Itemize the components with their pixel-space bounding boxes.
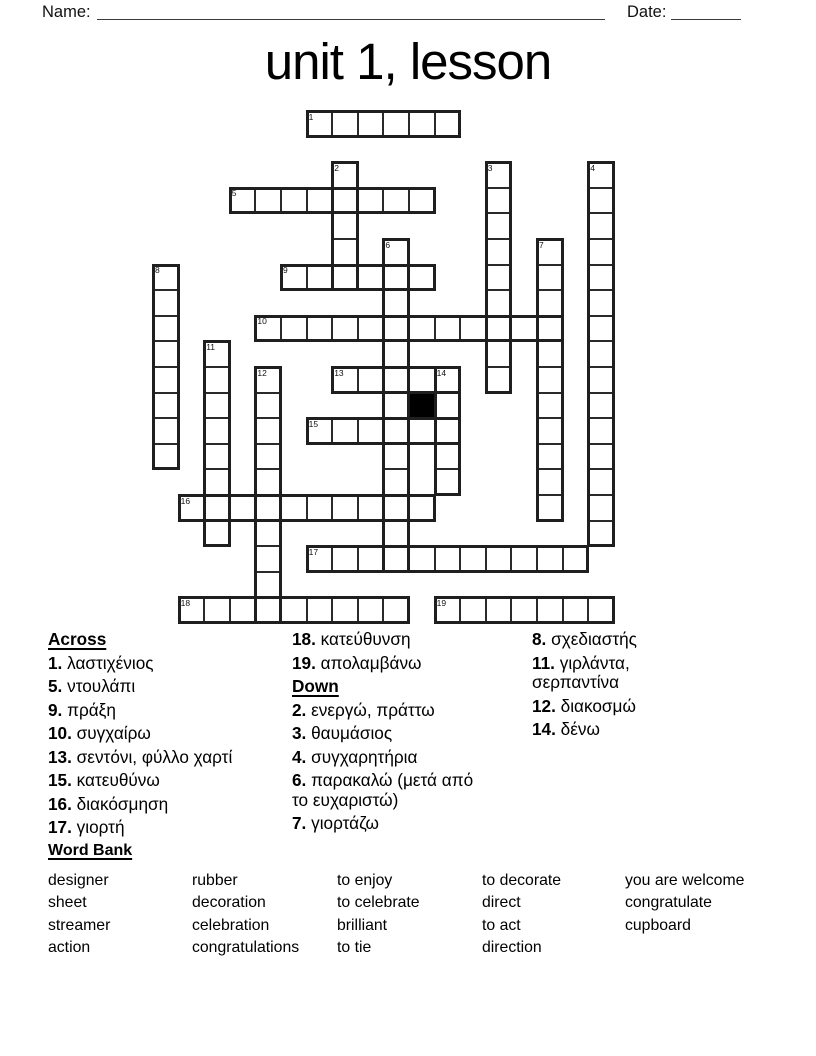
cell-number: 10 [257,316,267,327]
grid-cell[interactable] [587,443,615,471]
grid-cell[interactable] [152,289,180,317]
cell-number: 15 [308,418,319,429]
grid-cell[interactable] [331,161,359,189]
grid-cell[interactable] [254,520,282,548]
cell-number: 9 [283,265,288,276]
grid-cell[interactable] [306,596,334,624]
grid-cell[interactable] [408,264,436,292]
word-bank [48,842,788,960]
grid-cell[interactable] [331,494,359,522]
clue-text: δένω [560,719,600,739]
clue-number: 19. [292,652,321,673]
grid-cell[interactable] [280,315,308,343]
grid-cell[interactable] [408,187,436,215]
grid-cell[interactable] [485,366,513,394]
clue-text: θαυμάσιος [311,723,393,743]
grid-cell[interactable] [536,468,564,496]
grid-cell[interactable] [434,468,462,496]
clue-item-across-17 [48,818,292,838]
grid-cell[interactable] [587,161,615,189]
grid-cell[interactable] [178,494,206,522]
grid-cell[interactable] [536,289,564,317]
grid-cell[interactable] [280,494,308,522]
grid-cell[interactable] [382,468,410,496]
clue-item-down-14 [532,720,684,740]
grid-cell[interactable] [587,340,615,368]
word-bank-heading: Word Bank [48,842,133,859]
clue-text: ντουλάπι [67,676,136,696]
clue-number: 9. [48,699,68,720]
clue-item-down-12 [532,697,684,717]
clue-item-down-8 [532,630,684,650]
grid-cell[interactable] [357,596,385,624]
grid-cell[interactable] [254,443,282,471]
clue-number: 7. [292,813,312,833]
grid-cell[interactable] [203,468,231,496]
grid-cell[interactable] [331,187,359,215]
grid-cell[interactable] [587,187,615,215]
clues-column-right [532,630,684,744]
grid-cell[interactable] [331,110,359,138]
grid-cell[interactable] [510,545,538,573]
grid-cell[interactable] [382,264,410,292]
grid-cell[interactable] [382,315,410,343]
word-bank-item: to decorate [482,872,562,889]
grid-cell[interactable] [382,417,410,445]
grid-cell[interactable] [357,110,385,138]
clue-item-across-5 [48,677,292,697]
word-bank-column-1 [48,870,192,960]
clue-text: πράξη [67,699,116,720]
grid-cell[interactable] [587,212,615,240]
grid-cell[interactable] [357,545,385,573]
grid-cell[interactable] [254,417,282,445]
grid-cell[interactable] [382,494,410,522]
grid-cell[interactable] [587,264,615,292]
word-bank-item: direction [482,939,542,957]
clue-number: 5. [48,676,68,696]
cell-number: 4 [590,162,595,173]
page-title: unit 1, lesson [264,33,552,90]
grid-cell[interactable] [203,596,231,624]
grid-cell[interactable] [382,340,410,368]
clue-text: παρακαλώ (μετά από το ευχαριστώ) [292,770,474,810]
grid-cell[interactable] [485,212,513,240]
grid-cell[interactable] [203,494,231,522]
cell-number: 6 [385,239,391,250]
clue-item-across-19 [292,654,492,674]
clue-text: ενεργώ, πράττω [311,699,435,720]
grid-cell[interactable] [408,110,436,138]
clue-item-down-7 [292,814,492,834]
clue-text: κατεύθυνση [320,629,411,649]
grid-cell[interactable] [229,187,257,215]
clue-text: συγχαίρω [76,723,151,743]
cell-number: 19 [436,597,447,608]
grid-cell[interactable] [331,238,359,266]
grid-cell[interactable] [382,392,410,420]
cell-number: 17 [308,546,319,557]
grid-cell[interactable] [485,289,513,317]
word-bank-item: celebration [192,916,270,934]
grid-cell[interactable] [408,315,436,343]
clue-item-across-1 [48,654,292,674]
grid-cell[interactable] [382,545,410,573]
grid-cell[interactable] [408,366,436,394]
grid-cell[interactable] [485,315,513,343]
grid-cell[interactable] [485,596,513,624]
clues-column-across [48,630,292,842]
clue-item-down-3 [292,724,492,744]
grid-cell[interactable] [434,596,462,624]
word-bank-item: congratulate [625,894,712,912]
clue-item-across-9 [48,701,292,721]
cell-number: 8 [155,265,160,276]
grid-cell[interactable] [254,468,282,496]
grid-cell[interactable] [357,417,385,445]
grid-cell[interactable] [536,340,564,368]
clue-item-across-15 [48,771,292,791]
grid-cell[interactable] [331,596,359,624]
grid-cell[interactable] [536,545,564,573]
grid-cell[interactable] [229,596,257,624]
grid-cell[interactable] [434,110,462,138]
name-label: Name: [42,3,91,21]
grid-cell[interactable] [536,366,564,394]
grid-cell[interactable] [536,264,564,292]
word-bank-item: direct [482,894,521,912]
word-bank-item: congratulations [192,939,300,957]
grid-cell[interactable] [229,494,257,522]
clue-text: διακόσμηση [76,793,169,814]
grid-cell[interactable] [382,289,410,317]
grid-cell[interactable] [254,366,282,394]
grid-cell[interactable] [485,187,513,215]
grid-cell[interactable] [587,238,615,266]
grid-cell[interactable] [254,315,282,343]
word-bank-item: to tie [337,939,372,957]
cell-number: 13 [334,367,344,378]
clue-text: κατευθύνω [76,770,160,790]
grid-cell[interactable] [587,366,615,394]
clue-item-down-6 [292,771,492,810]
word-bank-item: rubber [192,872,238,889]
grid-cell[interactable] [587,494,615,522]
grid-cell[interactable] [357,366,385,394]
clue-text: απολαμβάνω [320,652,422,673]
grid-cell[interactable] [382,596,410,624]
grid-cell[interactable] [306,545,334,573]
grid-cell[interactable] [434,545,462,573]
grid-cell[interactable] [254,545,282,573]
word-bank-column-3 [337,870,482,960]
grid-cell[interactable] [152,340,180,368]
grid-cell[interactable] [536,417,564,445]
grid-cell[interactable] [152,264,180,292]
grid-cell[interactable] [357,494,385,522]
grid-cell[interactable] [587,289,615,317]
clue-number: 6. [292,770,312,790]
grid-cell[interactable] [331,417,359,445]
grid-cell[interactable] [587,596,615,624]
cell-number: 16 [180,495,191,506]
cell-number: 7 [539,239,544,250]
cell-number: 5 [231,188,237,199]
grid-cell[interactable] [152,315,180,343]
clue-number: 14. [532,719,561,739]
grid-cell[interactable] [434,417,462,445]
clue-item-across-16 [48,795,292,815]
cell-number: 2 [334,162,339,173]
word-bank-item: brilliant [337,916,388,934]
cell-number: 14 [436,367,447,378]
grid-cell[interactable] [510,315,538,343]
grid-cell[interactable] [254,392,282,420]
grid-cell[interactable] [254,596,282,624]
grid-cell[interactable] [152,366,180,394]
grid-cell[interactable] [331,212,359,240]
grid-cell[interactable] [280,187,308,215]
clue-number: 1. [48,652,68,673]
grid-cell[interactable] [587,468,615,496]
grid-cell[interactable] [408,494,436,522]
grid-cell[interactable] [152,417,180,445]
clue-text: διακοσμώ [560,695,636,716]
clue-number: 3. [292,723,312,743]
grid-cell[interactable] [562,545,590,573]
grid-cell[interactable] [536,238,564,266]
cell-number: 1 [308,111,314,122]
grid-cell[interactable] [536,443,564,471]
clue-number: 11. [532,652,560,673]
clue-number: 17. [48,817,77,837]
cell-number: 18 [180,597,191,608]
word-bank-item: streamer [48,916,111,934]
word-bank-columns [48,870,788,960]
grid-cell[interactable] [254,187,282,215]
grid-cell[interactable] [587,315,615,343]
clue-item-across-13 [48,748,292,768]
clue-number: 4. [292,746,312,767]
clue-item-across-10 [48,724,292,744]
grid-cell[interactable] [434,315,462,343]
grid-cell[interactable] [306,187,334,215]
grid-cell[interactable] [203,520,231,548]
word-bank-item: cupboard [625,916,691,934]
clue-number: 2. [292,699,312,720]
grid-cell[interactable] [331,545,359,573]
word-bank-item: action [48,939,91,957]
cell-number: 12 [257,367,267,378]
clue-number: 10. [48,723,77,743]
grid-cell[interactable] [203,392,231,420]
word-bank-item: designer [48,872,109,889]
word-bank-column-2 [192,870,337,960]
grid-cell[interactable] [254,494,282,522]
clue-text: γιορτάζω [311,813,379,833]
clue-number: 13. [48,746,77,767]
word-bank-item: sheet [48,894,87,912]
word-bank-column-5 [625,870,788,960]
clue-item-down-11 [532,654,684,693]
grid-cell[interactable] [536,392,564,420]
grid-cell[interactable] [510,596,538,624]
grid-cell[interactable] [152,443,180,471]
grid-cell[interactable] [357,187,385,215]
grid-cell[interactable] [357,315,385,343]
grid-cell[interactable] [203,340,231,368]
grid-cell[interactable] [485,264,513,292]
grid-cell[interactable] [382,110,410,138]
grid-cell[interactable] [382,366,410,394]
grid-cell[interactable] [331,366,359,394]
grid-cell[interactable] [587,417,615,445]
grid-cell[interactable] [408,545,436,573]
clue-text: σχεδιαστής [551,629,637,649]
word-bank-item: to celebrate [337,894,420,912]
grid-cell[interactable] [408,417,436,445]
grid-cell[interactable] [587,520,615,548]
down-heading: Down [292,676,339,696]
grid-cell[interactable] [331,315,359,343]
grid-cell[interactable] [203,417,231,445]
grid-cell[interactable] [485,340,513,368]
grid-cell[interactable] [434,392,462,420]
word-bank-item: to enjoy [337,872,393,889]
grid-cell[interactable] [306,494,334,522]
clue-text: λαστιχένιος [67,652,154,673]
grid-cell[interactable] [382,443,410,471]
grid-cell[interactable] [280,596,308,624]
word-bank-item: you are welcome [625,872,745,889]
clue-number: 8. [532,629,552,649]
grid-cell[interactable] [485,238,513,266]
grid-cell[interactable] [306,110,334,138]
clue-item-across-18 [292,630,492,650]
grid-cell[interactable] [331,264,359,292]
clue-number: 18. [292,629,321,649]
grid-cell[interactable] [459,545,487,573]
grid-cell[interactable] [178,596,206,624]
grid-cell[interactable] [587,392,615,420]
grid-cell[interactable] [306,264,334,292]
grid-cell[interactable] [254,571,282,599]
grid-cell[interactable] [382,187,410,215]
grid-cell[interactable] [536,494,564,522]
date-label: Date: [627,3,667,21]
cell-number: 11 [206,341,216,352]
clue-number: 15. [48,770,77,790]
cell-number: 3 [487,162,493,173]
clue-text: σεντόνι, φύλλο χαρτί [76,746,233,767]
clue-number: 16. [48,793,77,814]
grid-cell[interactable] [306,417,334,445]
grid-cell[interactable] [485,161,513,189]
name-blank-line[interactable] [97,19,605,20]
grid-cell[interactable] [382,520,410,548]
grid-cell[interactable] [485,545,513,573]
grid-cell[interactable] [306,315,334,343]
word-bank-item: decoration [192,894,266,912]
grid-cell[interactable] [536,315,564,343]
clue-number: 12. [532,695,561,716]
clue-text: συγχαρητήρια [311,746,418,767]
grid-cell[interactable] [152,392,180,420]
grid-cell[interactable] [459,315,487,343]
across-heading: Across [48,629,107,649]
word-bank-item: to act [482,916,521,934]
grid-cell-black [408,392,436,420]
grid-cell[interactable] [459,596,487,624]
clue-item-down-2 [292,701,492,721]
clue-item-down-4 [292,748,492,768]
clue-text: γιρλάντα, σερπαντίνα [532,652,630,692]
clues-column-middle [292,630,492,838]
date-blank-line[interactable] [671,19,741,20]
grid-cell[interactable] [280,264,308,292]
grid-cell[interactable] [203,443,231,471]
word-bank-column-4 [482,870,625,960]
grid-cell[interactable] [434,443,462,471]
grid-cell[interactable] [434,366,462,394]
grid-cell[interactable] [357,264,385,292]
grid-cell[interactable] [382,238,410,266]
clue-text: γιορτή [76,817,125,837]
grid-cell[interactable] [203,366,231,394]
grid-cell[interactable] [562,596,590,624]
grid-cell[interactable] [536,596,564,624]
